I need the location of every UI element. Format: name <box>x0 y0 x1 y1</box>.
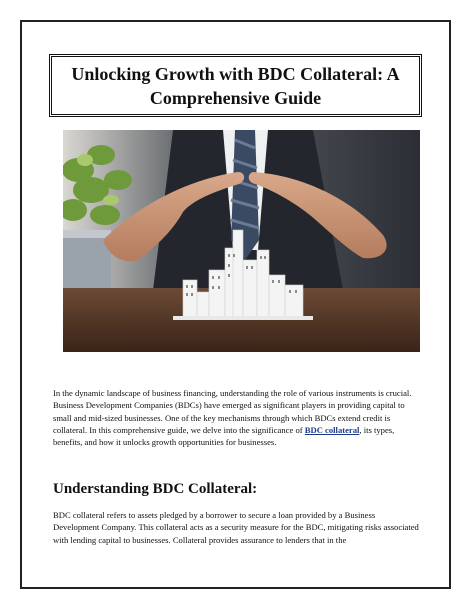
title-box <box>49 54 422 117</box>
section-body-paragraph: BDC collateral refers to assets pledged by a borrower to secure a loan provided by a Business Development Company. This collateral acts as a security measure for the BDC, mitigating risks associated with lending capital to businesses. Collateral provides assurance to lenders that in the <box>53 510 419 545</box>
hero-image <box>63 130 420 352</box>
bdc-collateral-link[interactable]: BDC collateral <box>304 424 360 435</box>
page-title: Unlocking Growth with BDC Collateral: A Comprehensive Guide <box>71 63 400 108</box>
intro-text-start: In the dynamic landscape of business financing, understanding the role of various instruments is crucial. Business Development Companies (BDCs) have emerged as significant players in providing capital to small and mid-sized businesses. One of the key mechanisms through which BDCs extend credit is collateral. In this comprehensive guide, we delve into the significance of <box>53 388 412 435</box>
intro-paragraph <box>53 387 421 448</box>
section-heading: Understanding BDC Collateral: <box>53 481 258 497</box>
protected-buildings-illustration <box>63 130 420 352</box>
intro-text-end: , its types, benefits, and how it unlocks growth opportunities for businesses. <box>53 424 395 448</box>
